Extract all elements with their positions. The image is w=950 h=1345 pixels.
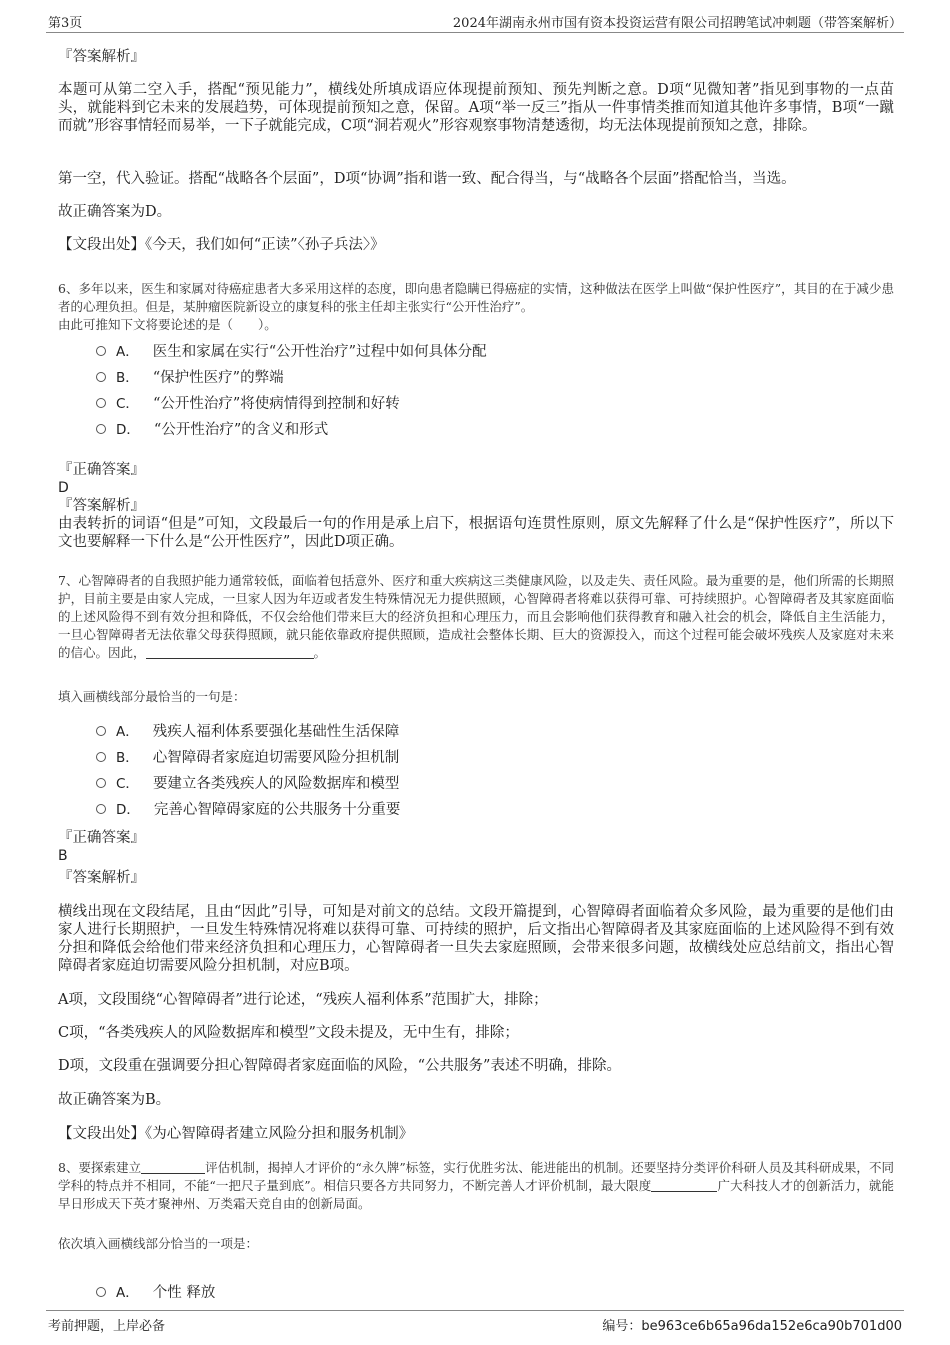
q8-question: 依次填入画横线部分恰当的一项是： <box>58 1236 259 1251</box>
q6-answer-block <box>58 461 894 551</box>
q7-answer: B <box>58 848 68 864</box>
radio-icon[interactable] <box>96 424 106 434</box>
q8-question-block <box>58 1235 894 1253</box>
q7-analysis-label-block <box>58 869 894 887</box>
q5-analysis-label: 『答案解析』 <box>58 49 145 65</box>
page-number: 第3页 <box>48 16 83 31</box>
q8-option-a[interactable]: A． 个性 释放 <box>96 1283 215 1303</box>
q7-option-d[interactable]: D． 完善心智障碍家庭的公共服务十分重要 <box>96 800 400 820</box>
q7-conclusion-block <box>58 1091 894 1109</box>
q7-analysis-para4: D项，文段重在强调要分担心智障碍者家庭面临的风险，“公共服务”表述不明确，排除。 <box>58 1058 621 1074</box>
q7-conclusion: 故正确答案为B。 <box>58 1092 171 1108</box>
q6-option-c[interactable]: C． “公开性治疗”将使病情得到控制和好转 <box>96 394 400 414</box>
q7-stem: 7、心智障碍者的自我照护能力通常较低，面临着包括意外、医疗和重大疾病这三类健康风险，以及走失、责任风险。最为重要的是，他们所需的长期照护，目前主要是由家人完成，一旦家人因为年迈或者发生特殊情况无力提供照顾，心智障碍者将难以获得可靠、可持续照护。心智障碍者及其家庭面临的上述风险得不到有效分担和降低，不仅会给他们带来巨大的经济负担和心理压力，而且会影响他们获得教育和融入社会的机会，降低自主生活能力，一旦心智障碍者无法依靠父母获得照顾，就只能依靠政府提供照顾，造成社会整体长期、巨大的资源投入，而这个过程可能会破坏残疾人及家庭对未来的信心。因此， 。 <box>58 573 894 660</box>
q6-option-b[interactable]: B． “保护性医疗”的弊端 <box>96 368 284 388</box>
page-header <box>46 10 904 33</box>
q6-stem: 6、多年以来，医生和家属对待癌症患者大多采用这样的态度，即向患者隐瞒已得癌症的实情，这种做法在医学上叫做“保护性医疗”，其目的在于减少患者的心理负担。但是，某肿瘤医院新设立的康复科的张主任却主张实行“公开性治疗”。 <box>58 281 894 314</box>
page-footer <box>46 1310 904 1335</box>
q7-source-block <box>58 1125 894 1143</box>
radio-icon[interactable] <box>96 804 106 814</box>
q6-stem-block <box>58 280 894 334</box>
q7-question: 填入画横线部分最恰当的一句是： <box>58 689 246 704</box>
q7-analysis-para4-block <box>58 1057 894 1075</box>
q7-question-block <box>58 688 894 706</box>
q7-analysis-para1: 横线出现在文段结尾，且由“因此”引导，可知是对前文的总结。文段开篇提到，心智障碍者面临着众多风险，最为重要的是他们由家人进行长期照护，一旦发生特殊情况将难以获得可靠、可持续的照护，后文指出心智障碍者及其家庭面临的上述风险得不到有效分担和降低会给他们带来经济负担和心理压力，心智障碍者一旦失去家庭照顾，会带来很多问题，故横线处应总结前文，指出心智障碍者家庭迫切需要风险分担机制，对应B项。 <box>58 904 894 974</box>
q6-option-a[interactable]: A． 医生和家属在实行“公开性治疗”过程中如何具体分配 <box>96 342 487 362</box>
q7-option-c[interactable]: C． 要建立各类残疾人的风险数据库和模型 <box>96 774 399 794</box>
q7-option-a[interactable]: A． 残疾人福利体系要强化基础性生活保障 <box>96 722 399 742</box>
footer-slogan: 考前押题，上岸必备 <box>48 1319 166 1334</box>
radio-icon[interactable] <box>96 752 106 762</box>
q5-analysis-para2: 第一空，代入验证。搭配“战略各个层面”，D项“协调”指和谐一致、配合得当，与“战略各个层面”搭配恰当，当选。 <box>58 171 796 187</box>
q7-analysis-para3-block <box>58 1024 894 1042</box>
radio-icon[interactable] <box>96 1287 106 1297</box>
q7-stem-block <box>58 572 894 662</box>
q8-blank-2 <box>651 1177 717 1192</box>
q7-analysis-para2-block <box>58 991 894 1009</box>
document-title: 2024年湖南永州市国有资本投资运营有限公司招聘笔试冲刺题（带答案解析） <box>452 16 902 31</box>
q5-conclusion-block <box>58 203 894 221</box>
q5-analysis-para2-block <box>58 170 894 188</box>
radio-icon[interactable] <box>96 726 106 736</box>
q8-blank-1 <box>141 1159 205 1174</box>
q6-analysis-label: 『答案解析』 <box>58 498 145 514</box>
q7-answer-label: 『正确答案』 <box>58 830 145 846</box>
q7-analysis-para2: A项，文段围绕“心智障碍者”进行论述，“残疾人福利体系”范围扩大，排除； <box>58 992 548 1008</box>
q6-analysis: 由表转折的词语“但是”可知，文段最后一句的作用是承上启下，根据语句连贯性原则，原文先解释了什么是“保护性医疗”，所以下文也要解释一下什么是“公开性医疗”，因此D项正确。 <box>58 516 894 550</box>
q6-answer-label: 『正确答案』 <box>58 462 145 478</box>
q5-analysis-label-block <box>58 48 894 66</box>
radio-icon[interactable] <box>96 398 106 408</box>
q7-analysis-para1-block <box>58 903 894 975</box>
q7-option-b[interactable]: B． 心智障碍者家庭迫切需要风险分担机制 <box>96 748 399 768</box>
document-code: 编号：be963ce6b65a96da152e6ca90b701d00 <box>602 1319 902 1334</box>
q7-source: 【文段出处】《为心智障碍者建立风险分担和服务机制》 <box>58 1126 414 1142</box>
q7-analysis-label: 『答案解析』 <box>58 870 145 886</box>
q8-stem-block <box>58 1159 894 1213</box>
q5-analysis-para1-block <box>58 81 894 135</box>
q7-analysis-para3: C项，“各类残疾人的风险数据库和模型”文段未提及，无中生有，排除； <box>58 1025 519 1041</box>
radio-icon[interactable] <box>96 778 106 788</box>
q5-source: 【文段出处】《今天，我们如何“正读”〈孙子兵法〉》 <box>58 237 385 253</box>
q5-source-block <box>58 236 894 254</box>
q6-question: 由此可推知下文将要论述的是（ ）。 <box>58 317 277 332</box>
q6-answer: D <box>58 480 69 496</box>
q5-analysis-para1: 本题可从第二空入手，搭配“预见能力”，横线处所填成语应体现提前预知、预先判断之意。D项“见微知著”指见到事物的一点苗头，就能料到它未来的发展趋势，可体现提前预知之意，保留。A项“举一反三”指从一件事情类推而知道其他许多事情，B项“一蹴而就”形容事情轻而易举，一下子就能完成，C项“洞若观火”形容观察事物清楚透彻，均无法体现提前预知之意，排除。 <box>58 82 894 134</box>
q8-stem: 8、要探索建立 评估机制，揭掉人才评价的“永久牌”标签，实行优胜劣汰、能进能出的机制。还要坚持分类评价科研人员及其科研成果，不同学科的特点并不相同，不能“一把尺子量到底”。相信只要各方共同努力，不断完善人才评价机制，最大限度 广大科技人才的创新活力，就能早日形成天下英才聚神州、万类霜天竞自由的创新局面。 <box>58 1160 894 1211</box>
q6-option-d[interactable]: D． “公开性治疗”的含义和形式 <box>96 420 328 440</box>
radio-icon[interactable] <box>96 372 106 382</box>
q5-conclusion: 故正确答案为D。 <box>58 204 172 220</box>
q7-answer-block <box>58 829 894 865</box>
radio-icon[interactable] <box>96 346 106 356</box>
q7-blank <box>146 644 314 659</box>
